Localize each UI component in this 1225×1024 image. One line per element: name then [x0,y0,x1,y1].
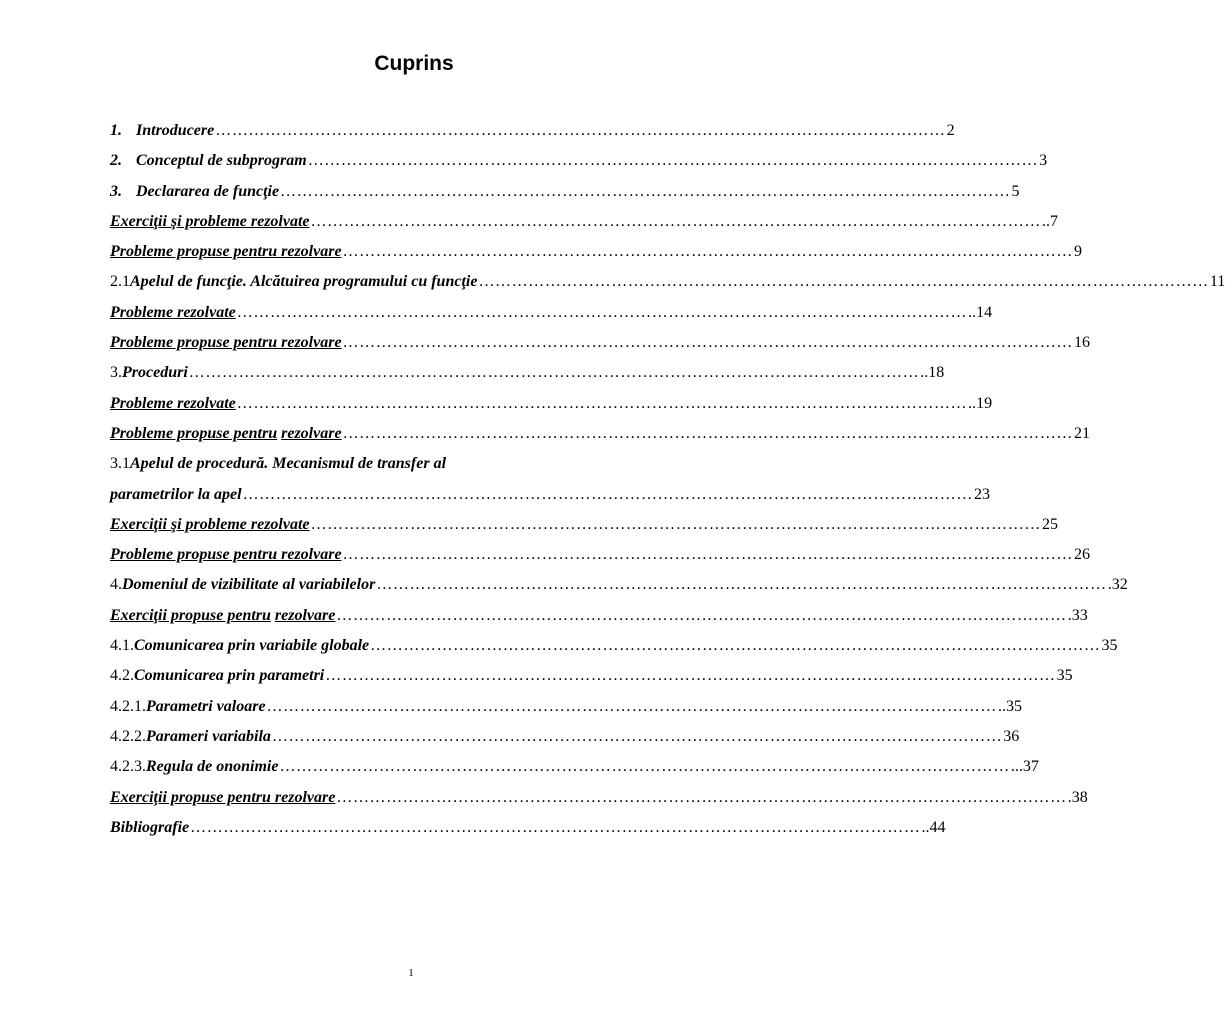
toc-leader-dots: …………………………………………………………………………………………………………………… [280,182,1011,200]
toc-leader-dots: …………………………………………………………………………………………………………………… [478,273,1209,291]
toc-entry-label-part: rezolvare [274,606,336,624]
toc-leader-dots: …………………………………………………………………………………………………………………… [242,485,973,503]
toc-entry-label: Parameri variabila [146,727,271,745]
toc-entry-label: Proceduri [122,364,188,382]
toc-entry-page: .32 [1107,576,1128,594]
toc-entry-page: 23 [973,485,990,503]
toc-entry-label: Probleme rezolvate [110,303,236,321]
toc-entry-apelul-de-procedura[interactable] [110,449,990,510]
toc-entry-label: Declararea de funcţie [136,182,280,200]
toc-entry-page: 35 [1101,637,1118,655]
toc-entry-page: 35 [1056,667,1073,685]
toc-entry-label: Parametri valoare [146,697,266,715]
toc-leader-dots: …………………………………………………………………………………………………………………… [236,394,968,412]
toc-entry-label: Bibliografie [110,818,190,836]
toc-entry-exercitii-propuse-pentru-rezolvare[interactable] [110,783,1088,813]
toc-leader-dots: …………………………………………………………………………………………………………………… [325,667,1056,685]
toc-entry-page: 3 [1039,152,1048,170]
toc-leader-dots: …………………………………………………………………………………………………………………… [190,818,921,836]
page-number: 1 [408,967,414,979]
toc-entry-introducere[interactable] [110,116,955,146]
toc-entry-number: 2. [110,152,122,170]
toc-leader-dots: …………………………………………………………………………………………………………………… [370,637,1101,655]
toc-entry-page: ..44 [921,818,946,836]
page-title: Cuprins [374,52,454,75]
toc-entry-label: Probleme propuse pentru rezolvare [110,546,342,564]
toc-leader-dots: …………………………………………………………………………………………………………………… [266,697,997,715]
toc-entry-line [110,480,990,510]
toc-leader-dots: …………………………………………………………………………………………………………………… [310,212,1041,230]
toc-entry-exercitii-propuse-pentru-rezolvare[interactable] [110,601,1088,631]
toc-entry-probleme-rezolvate[interactable] [110,298,993,328]
toc-entry-label-part: Exerciţii propuse pentru [110,606,271,624]
toc-entry-label: Exerciţii propuse pentru rezolvare [110,788,336,806]
toc-entry-comunicarea-prin-variabile-globale[interactable] [110,631,1118,661]
table-of-contents [110,116,1225,843]
toc-entry-comunicarea-prin-parametri[interactable] [110,661,1073,691]
toc-leader-dots: …………………………………………………………………………………………………………………… [342,546,1073,564]
toc-entry-page: 11 [1209,273,1225,291]
toc-entry-probleme-propuse-pentru-rezolvare[interactable] [110,540,1090,570]
toc-entry-number: 4.2.3. [110,758,146,776]
toc-entry-number: 2.1 [110,273,130,291]
toc-entry-parametri-valoare[interactable] [110,692,1022,722]
toc-entry-label: Introducere [136,122,215,139]
toc-entry-exercitii-si-probleme-rezolvate[interactable] [110,510,1058,540]
toc-entry-page: 16 [1073,334,1090,352]
toc-entry-page: .38 [1067,788,1088,806]
toc-entry-label: Probleme propuse pentru rezolvare [110,334,342,352]
toc-entry-number: 3. [110,364,122,382]
toc-entry-page: .33 [1067,606,1088,624]
toc-entry-page: ...37 [1010,758,1039,776]
toc-leader-dots: …………………………………………………………………………………………………………………… [236,303,968,321]
toc-entry-page: 9 [1073,243,1082,261]
toc-entry-line [110,449,700,479]
toc-entry-label: Regula de ononimie [146,758,279,776]
toc-entry-probleme-rezolvate[interactable] [110,389,993,419]
toc-entry-number: 4.1. [110,637,134,655]
toc-entry-bibliografie[interactable] [110,813,946,843]
toc-leader-dots: …………………………………………………………………………………………………………………… [342,334,1073,352]
toc-leader-dots: …………………………………………………………………………………………………………………… [336,788,1067,806]
toc-entry-parameri-variabila[interactable] [110,722,1020,752]
toc-entry-number: 3. [110,182,122,200]
toc-entry-label [110,601,335,631]
toc-entry-label: Comunicarea prin variabile globale [134,637,370,655]
toc-entry-page: ..7 [1041,212,1058,230]
toc-entry-number: 4.2. [110,667,134,685]
toc-entry-number: 4. [110,576,122,594]
toc-entry-number: 1. [110,122,122,139]
toc-entry-page: 21 [1073,424,1090,442]
toc-entry-page: 36 [1003,727,1020,745]
toc-entry-page: ..19 [968,394,993,412]
toc-entry-label-part: Probleme propuse pentru [110,424,278,442]
toc-entry-regula-de-ononimie[interactable] [110,752,1039,782]
toc-entry-label: parametrilor la apel [110,485,242,503]
toc-entry-label: Domeniul de vizibilitate al variabilelor [122,576,376,594]
toc-entry-probleme-propuse-pentru-rezolvare[interactable] [110,328,1090,358]
toc-entry-conceptul-de-subprogram[interactable] [110,146,1048,176]
toc-entry-number: 4.2.2. [110,727,146,745]
toc-entry-number: 3.1 [110,455,130,473]
toc-entry-proceduri[interactable] [110,358,945,388]
toc-leader-dots: …………………………………………………………………………………………………………………… [215,122,946,139]
toc-leader-dots: …………………………………………………………………………………………………………………… [271,727,1003,745]
toc-entry-apelul-de-functie[interactable] [110,267,1225,297]
toc-leader-dots: …………………………………………………………………………………………………………………… [279,758,1010,776]
toc-leader-dots: …………………………………………………………………………………………………………………… [307,152,1039,170]
toc-entry-domeniul-de-vizibilitate[interactable] [110,570,1128,600]
toc-entry-label: Probleme propuse pentru rezolvare [110,243,342,261]
toc-leader-dots: …………………………………………………………………………………………………………………… [310,515,1041,533]
toc-entry-probleme-propuse-pentru-rezolvare[interactable] [110,237,1082,267]
toc-entry-label: Conceptul de subprogram [136,152,307,170]
toc-leader-dots: …………………………………………………………………………………………………………………… [336,606,1067,624]
toc-entry-label: Exerciţii şi probleme rezolvate [110,212,310,230]
toc-leader-dots: …………………………………………………………………………………………………………………… [376,576,1107,594]
toc-entry-probleme-propuse-pentru-rezolvare[interactable] [110,419,1090,449]
toc-entry-label: Apelul de procedură. Mecanismul de transfer al [130,455,447,473]
toc-entry-page: 5 [1011,182,1020,200]
toc-entry-label: Apelul de funcţie. Alcătuirea programului cu funcţie [130,273,478,291]
toc-entry-page: 26 [1073,546,1090,564]
toc-entry-label [110,419,342,449]
toc-entry-label-part: rezolvare [281,424,342,442]
toc-entry-page: ..35 [997,697,1022,715]
toc-entry-page: 2 [946,122,955,139]
toc-entry-page: 25 [1041,515,1058,533]
toc-leader-dots: …………………………………………………………………………………………………………………… [342,424,1073,442]
toc-leader-dots: …………………………………………………………………………………………………………………… [188,364,920,382]
toc-entry-label: Exerciţii şi probleme rezolvate [110,515,310,533]
toc-entry-page: ..18 [920,364,945,382]
toc-entry-declararea-de-functie[interactable] [110,177,1020,207]
toc-entry-page: ..14 [968,303,993,321]
toc-entry-label: Comunicarea prin parametri [134,667,325,685]
toc-entry-exercitii-si-probleme-rezolvate[interactable] [110,207,1058,237]
toc-leader-dots: …………………………………………………………………………………………………………………… [342,243,1073,261]
toc-entry-label: Probleme rezolvate [110,394,236,412]
toc-entry-number: 4.2.1. [110,697,146,715]
